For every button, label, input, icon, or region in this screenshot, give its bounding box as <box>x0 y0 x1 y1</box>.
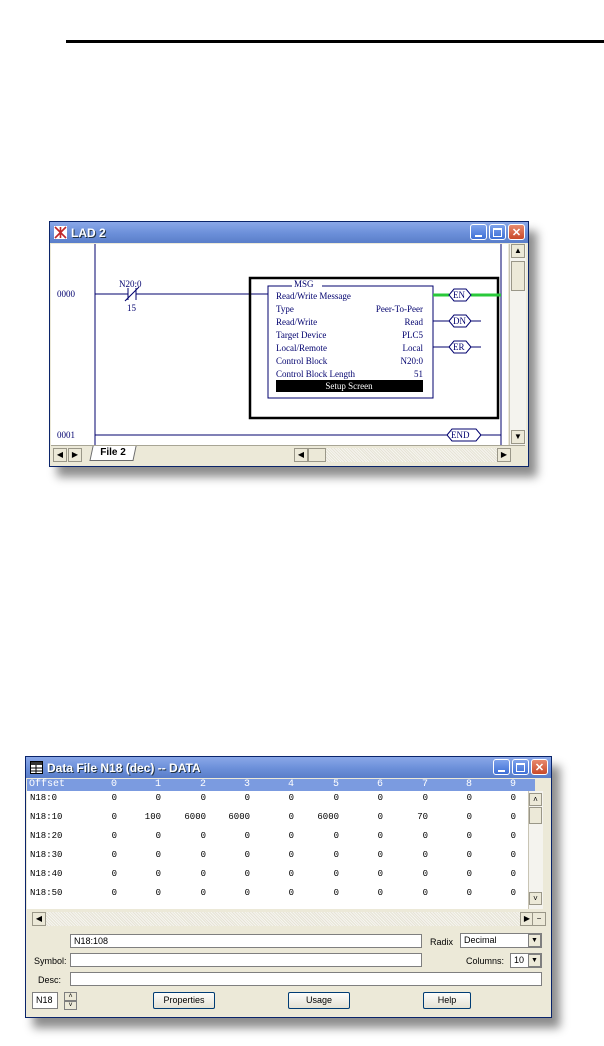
column-header: 6 <box>376 779 383 790</box>
data-cell[interactable]: 0 <box>377 793 383 803</box>
data-cell[interactable]: 0 <box>111 812 117 822</box>
columns-label: Columns: <box>466 956 505 966</box>
row-offset: N18:10 <box>30 812 63 822</box>
data-cell[interactable]: 6000 <box>317 812 339 822</box>
ladder-vertical-scrollbar[interactable] <box>509 244 526 445</box>
data-cell[interactable]: 0 <box>466 812 472 822</box>
data-cell[interactable]: 0 <box>111 793 117 803</box>
data-vertical-scrollbar[interactable] <box>528 791 543 909</box>
data-cell[interactable]: 0 <box>510 888 516 898</box>
msg-row-label: Control Block <box>276 356 328 366</box>
data-cell[interactable]: 0 <box>377 850 383 860</box>
data-cell[interactable]: 0 <box>155 831 161 841</box>
output-dn[interactable] <box>449 315 471 327</box>
end-rung-marker <box>447 429 481 441</box>
file-spin-up[interactable]: ˄ <box>64 992 77 1001</box>
column-header: 7 <box>421 779 428 790</box>
ladder-window-title: LAD 2 <box>71 225 106 240</box>
data-cell[interactable]: 0 <box>422 850 428 860</box>
data-cell[interactable]: 0 <box>200 888 206 898</box>
data-cell[interactable]: 0 <box>288 793 294 803</box>
row-offset: N18:20 <box>30 831 63 841</box>
data-file-icon <box>30 761 43 774</box>
msg-row-value: N20:0 <box>400 356 423 366</box>
end-label: END <box>451 430 470 440</box>
address-field[interactable]: N18:108 <box>70 934 422 948</box>
data-cell[interactable]: 0 <box>333 888 339 898</box>
data-cell[interactable]: 0 <box>466 831 472 841</box>
data-cell[interactable]: 0 <box>510 869 516 879</box>
data-cell[interactable]: 0 <box>333 869 339 879</box>
close-button[interactable]: ✕ <box>508 224 525 240</box>
data-cell[interactable]: 0 <box>422 888 428 898</box>
data-cell[interactable]: 0 <box>200 831 206 841</box>
output-dn-label: DN <box>453 316 466 326</box>
tab-file-2[interactable]: File 2 <box>89 446 136 461</box>
columns-dropdown-arrow[interactable]: ▼ <box>528 954 541 967</box>
data-cell[interactable]: 0 <box>288 888 294 898</box>
data-cell[interactable]: 0 <box>288 831 294 841</box>
msg-row-value: 51 <box>414 369 423 379</box>
maximize-button[interactable] <box>489 224 506 240</box>
scroll-up-button[interactable]: ˄ <box>529 793 542 806</box>
symbol-label: Symbol: <box>34 956 67 966</box>
output-en[interactable] <box>449 289 471 301</box>
data-cell[interactable]: 0 <box>155 869 161 879</box>
xio-contact[interactable] <box>121 287 143 301</box>
ladder-horizontal-scrollbar[interactable] <box>326 448 497 462</box>
msg-row-value: PLC5 <box>401 330 423 340</box>
contact-bit: 15 <box>127 303 136 313</box>
usage-button[interactable]: Usage <box>288 992 350 1009</box>
data-cell[interactable]: 0 <box>155 850 161 860</box>
data-cell[interactable]: 0 <box>466 869 472 879</box>
output-er[interactable] <box>449 341 471 353</box>
column-header: 4 <box>287 779 294 790</box>
row-offset: N18:50 <box>30 888 63 898</box>
data-cell[interactable]: 0 <box>466 888 472 898</box>
column-header: 3 <box>243 779 250 790</box>
desc-field[interactable] <box>70 972 542 986</box>
row-offset: N18:40 <box>30 869 63 879</box>
data-title-bar[interactable] <box>26 757 551 778</box>
data-window-title: Data File N18 (dec) -- DATA <box>47 760 201 775</box>
hscroll-left-button[interactable]: ◀ <box>294 448 308 462</box>
file-spin-down[interactable]: ˅ <box>64 1001 77 1010</box>
radix-dropdown-arrow[interactable]: ▼ <box>528 934 541 947</box>
setup-screen-label: Setup Screen <box>325 381 373 391</box>
ladder-canvas[interactable] <box>51 244 508 445</box>
data-cell[interactable]: 0 <box>377 831 383 841</box>
data-cell[interactable]: 6000 <box>184 812 206 822</box>
tab-scroll-left-button[interactable]: ◀ <box>53 448 67 462</box>
data-cell[interactable]: 0 <box>377 888 383 898</box>
data-cell[interactable]: 0 <box>510 812 516 822</box>
ladder-title-bar[interactable] <box>50 222 528 243</box>
file-select[interactable]: N18 <box>32 992 58 1009</box>
scroll-up-button[interactable]: ▲ <box>511 244 525 258</box>
msg-row-label: Target Device <box>276 330 327 340</box>
data-cell[interactable]: 0 <box>111 850 117 860</box>
desc-label: Desc: <box>38 975 62 985</box>
row-offset: N18:0 <box>30 793 58 803</box>
data-cell[interactable]: 0 <box>111 869 117 879</box>
data-cell[interactable]: 0 <box>466 793 472 803</box>
data-cell[interactable]: 0 <box>333 831 339 841</box>
data-cell[interactable]: 0 <box>333 850 339 860</box>
column-header: 8 <box>465 779 472 790</box>
msg-row-value: Local <box>402 343 423 353</box>
msg-row-value: Read <box>404 317 423 327</box>
maximize-button[interactable] <box>512 759 529 775</box>
data-cell[interactable]: 0 <box>510 850 516 860</box>
radix-select[interactable]: Decimal <box>460 933 542 948</box>
row-offset: N18:30 <box>30 850 63 860</box>
scroll-down-button[interactable]: ˅ <box>529 892 542 905</box>
data-cell[interactable]: 0 <box>200 793 206 803</box>
ladder-tab-bar <box>51 445 525 464</box>
rung-number: 0000 <box>57 289 75 299</box>
hscroll-right-button[interactable]: ▶ <box>520 912 534 926</box>
data-cell[interactable]: 70 <box>417 812 428 822</box>
symbol-field[interactable] <box>70 953 422 967</box>
data-cell[interactable]: 0 <box>244 850 250 860</box>
hscroll-thumb[interactable] <box>308 448 326 462</box>
data-cell[interactable]: 0 <box>155 888 161 898</box>
scroll-thumb[interactable] <box>511 261 525 291</box>
radix-label: Radix <box>430 937 454 947</box>
data-file-window <box>25 756 552 1018</box>
data-cell[interactable]: 0 <box>422 869 428 879</box>
column-header: 9 <box>509 779 516 790</box>
scroll-down-button[interactable]: ▼ <box>511 430 525 444</box>
scroll-thumb[interactable] <box>529 807 542 824</box>
data-cell[interactable]: 0 <box>288 850 294 860</box>
data-cell[interactable]: 0 <box>333 793 339 803</box>
ladder-window <box>49 221 529 467</box>
data-cell[interactable]: 0 <box>422 793 428 803</box>
ladder-app-icon <box>54 226 67 239</box>
data-cell[interactable]: 0 <box>377 812 383 822</box>
data-cell[interactable]: 0 <box>155 793 161 803</box>
msg-row-value: Peer-To-Peer <box>375 304 423 314</box>
page-header-rule <box>66 40 604 43</box>
msg-row-label: Type <box>276 304 294 314</box>
close-button[interactable]: ✕ <box>531 759 548 775</box>
data-cell[interactable]: 0 <box>200 850 206 860</box>
hscroll-right-button[interactable]: ▶ <box>497 448 511 462</box>
column-header: 0 <box>110 779 117 790</box>
data-cell[interactable]: 0 <box>244 831 250 841</box>
data-cell[interactable]: 0 <box>422 831 428 841</box>
offset-column-header: Offset <box>29 779 66 790</box>
column-header: 2 <box>199 779 206 790</box>
minimize-button[interactable] <box>470 224 487 240</box>
msg-row-label: Read/Write Message <box>276 291 351 301</box>
data-cell[interactable]: 6000 <box>228 812 250 822</box>
properties-button[interactable]: Properties <box>153 992 215 1009</box>
column-header: 5 <box>332 779 339 790</box>
data-cell[interactable]: 0 <box>244 793 250 803</box>
data-cell[interactable]: 0 <box>466 850 472 860</box>
msg-row-label: Control Block Length <box>276 369 355 379</box>
output-en-label: EN <box>453 290 465 300</box>
data-cell[interactable]: 0 <box>510 793 516 803</box>
data-cell[interactable]: 0 <box>510 831 516 841</box>
data-cell[interactable]: 0 <box>288 869 294 879</box>
hscroll-left-button[interactable]: ◀ <box>32 912 46 926</box>
msg-row-label: Local/Remote <box>276 343 327 353</box>
minimize-button[interactable] <box>493 759 510 775</box>
data-cell[interactable]: 0 <box>244 888 250 898</box>
help-button[interactable]: Help <box>423 992 471 1009</box>
setup-screen-button[interactable] <box>276 380 423 392</box>
tab-scroll-right-button[interactable]: ▶ <box>68 448 82 462</box>
column-header: 1 <box>154 779 161 790</box>
split-toggle-button[interactable]: − <box>532 912 546 926</box>
rung-number: 0001 <box>57 430 75 440</box>
msg-row-label: Read/Write <box>276 317 318 327</box>
data-cell[interactable]: 0 <box>288 812 294 822</box>
data-cell[interactable]: 0 <box>200 869 206 879</box>
msg-block-header: MSG <box>294 279 314 289</box>
output-er-label: ER <box>453 342 465 352</box>
contact-address: N20:0 <box>119 279 142 289</box>
data-cell[interactable]: 0 <box>111 888 117 898</box>
data-table[interactable] <box>27 779 538 909</box>
data-cell[interactable]: 0 <box>111 831 117 841</box>
data-horizontal-scrollbar[interactable] <box>46 912 520 926</box>
data-cell[interactable]: 100 <box>144 812 161 822</box>
data-cell[interactable]: 0 <box>244 869 250 879</box>
columns-select[interactable]: 10 <box>510 953 542 968</box>
data-cell[interactable]: 0 <box>377 869 383 879</box>
